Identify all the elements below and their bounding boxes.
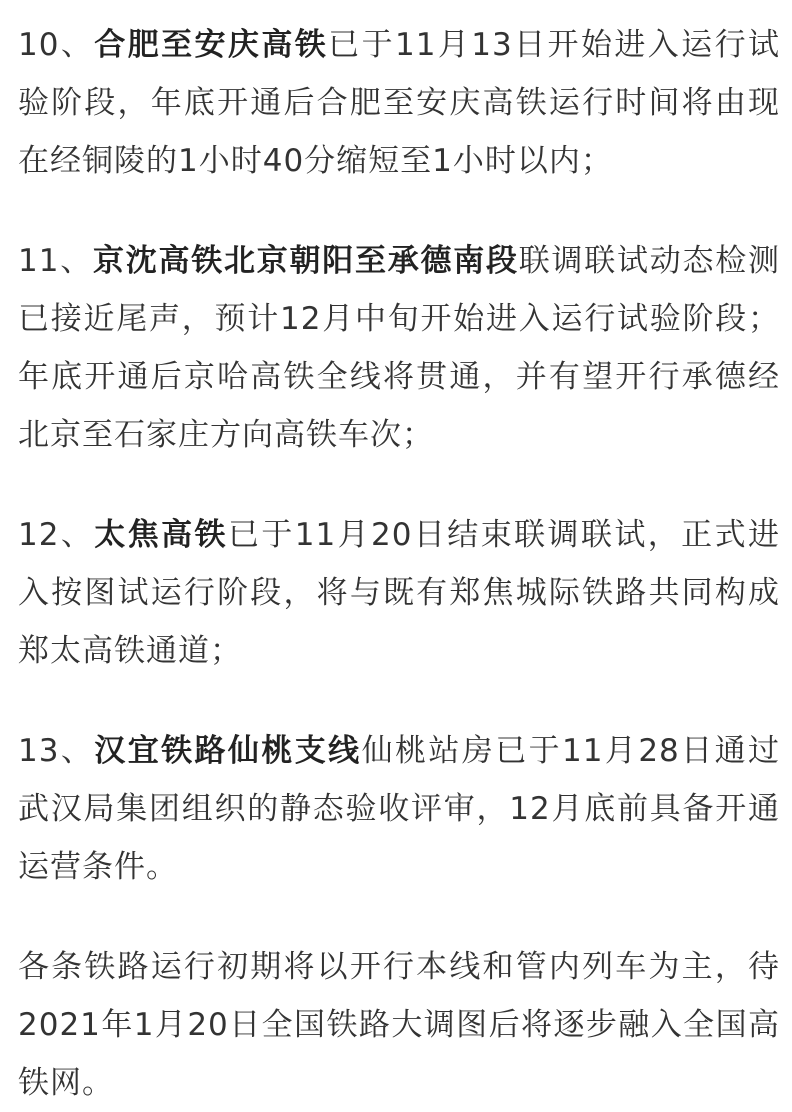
item-highlight: 汉宜铁路仙桃支线 — [94, 733, 362, 769]
item-number: 11、 — [18, 243, 93, 279]
item-text: 已于11月13日开始进入运行试验阶段，年底开通后合肥至安庆高铁运行时间将由现在经铜陵的1小时40分缩短至1小时以内； — [18, 27, 781, 179]
item-number: 13、 — [18, 733, 95, 769]
closing-paragraph: 各条铁路运行初期将以开行本线和管内列车为主，待2021年1月20日全国铁路大调图后将逐步融入全国高铁网。 — [18, 949, 780, 1101]
item-highlight: 京沈高铁北京朝阳至承德南段 — [92, 243, 519, 279]
item-highlight: 合肥至安庆高铁 — [94, 27, 329, 63]
item-number: 10、 — [18, 27, 95, 63]
item-highlight: 太焦高铁 — [94, 517, 228, 553]
item-number: 12、 — [18, 517, 95, 553]
article-body — [18, 16, 780, 1112]
item-text: 仙桃站房已于11月28日通过武汉局集团组织的静态验收评审，12月底前具备开通运营条件。 — [18, 733, 780, 885]
item-paragraph-11 — [18, 232, 780, 464]
item-paragraph-13 — [18, 722, 780, 896]
item-text: 已于11月20日结束联调联试，正式进入按图试运行阶段，将与既有郑焦城际铁路共同构成郑太高铁通道； — [18, 517, 781, 669]
item-paragraph-12 — [18, 506, 780, 680]
item-text: 联调联试动态检测已接近尾声，预计12月中旬开始进入运行试验阶段；年底开通后京哈高铁全线将贯通，并有望开行承德经北京至石家庄方向高铁车次； — [18, 243, 780, 453]
item-paragraph-10 — [18, 16, 780, 190]
